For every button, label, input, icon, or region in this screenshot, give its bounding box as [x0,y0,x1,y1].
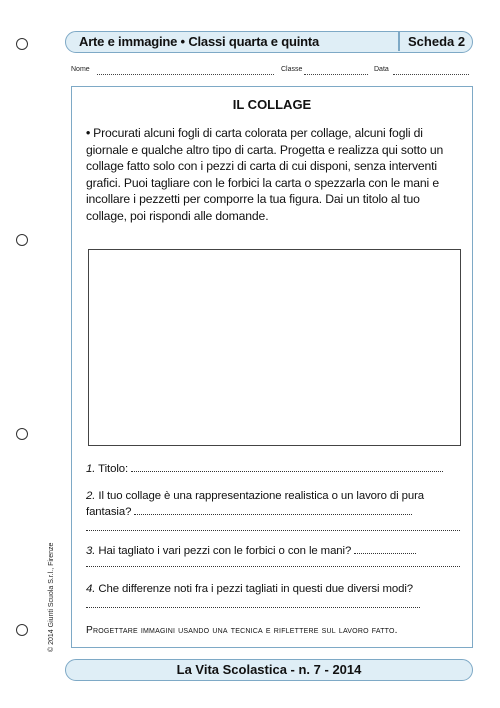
binder-hole-1 [16,38,28,50]
collage-drawing-area[interactable] [88,249,461,446]
answer-line[interactable] [134,505,412,515]
date-field[interactable] [393,74,469,75]
worksheet-title: IL COLLAGE [232,97,312,112]
name-label: Nome [71,66,90,73]
copyright-credit: © 2014 Giunti Scuola S.r.l., Firenze [48,542,55,652]
question-4 [86,581,460,613]
student-fields [71,66,473,78]
footer-bar [65,659,473,681]
answer-line[interactable] [131,462,443,472]
date-label: Data [374,66,389,73]
header-divider [398,32,400,51]
name-field[interactable] [97,74,274,75]
answer-line[interactable] [86,566,460,567]
question-number: 3. [86,545,96,557]
binder-hole-3 [16,428,28,440]
question-number: 4. [86,583,96,595]
publication-info: La Vita Scolastica - n. 7 - 2014 [176,662,362,677]
binder-hole-2 [16,234,28,246]
header-title: Arte e immagine • Classi quarta e quinta [79,34,320,49]
answer-line[interactable] [86,598,420,608]
question-1 [86,461,460,477]
answer-line[interactable] [86,530,460,531]
question-number: 1. [86,463,96,475]
class-label: Classe [281,66,303,73]
question-2 [86,488,460,520]
worksheet-box [71,86,473,648]
question-text: Il tuo collage è una rappresentazione realistica o un lavoro di pura fantasia? [86,490,425,518]
question-number: 2. [86,490,96,502]
question-text: Che differenze noti fra i pezzi tagliati in questi due diversi modi? [98,583,414,595]
bullet-mark: • [86,126,91,140]
instructions-paragraph [86,125,462,225]
question-3 [86,543,460,559]
class-field[interactable] [304,74,368,75]
learning-objective: Progettare immagini usando una tecnica e riflettere sul lavoro fatto. [86,625,398,636]
answer-line[interactable] [354,544,416,554]
header-bar [65,31,473,53]
sheet-number: Scheda 2 [408,34,466,49]
instructions-text: Procurati alcuni fogli di carta colorata per collage, alcuni fogli di giornale e qualche altro tipo di carta. Progetta e realizza qui sotto un collage fatto solo con i pezzi di carta di cui disponi, senza interventi grafici. Puoi tagliare con le forbici la carta o spezzarla con le mani e incollare i pezzetti per comporre la tua figura. Dai un titolo al tuo collage, poi rispondi alle domande. [86,126,444,223]
question-text: Hai tagliato i vari pezzi con le forbici o con le mani? [98,545,352,557]
question-text: Titolo: [98,463,129,475]
binder-hole-4 [16,624,28,636]
